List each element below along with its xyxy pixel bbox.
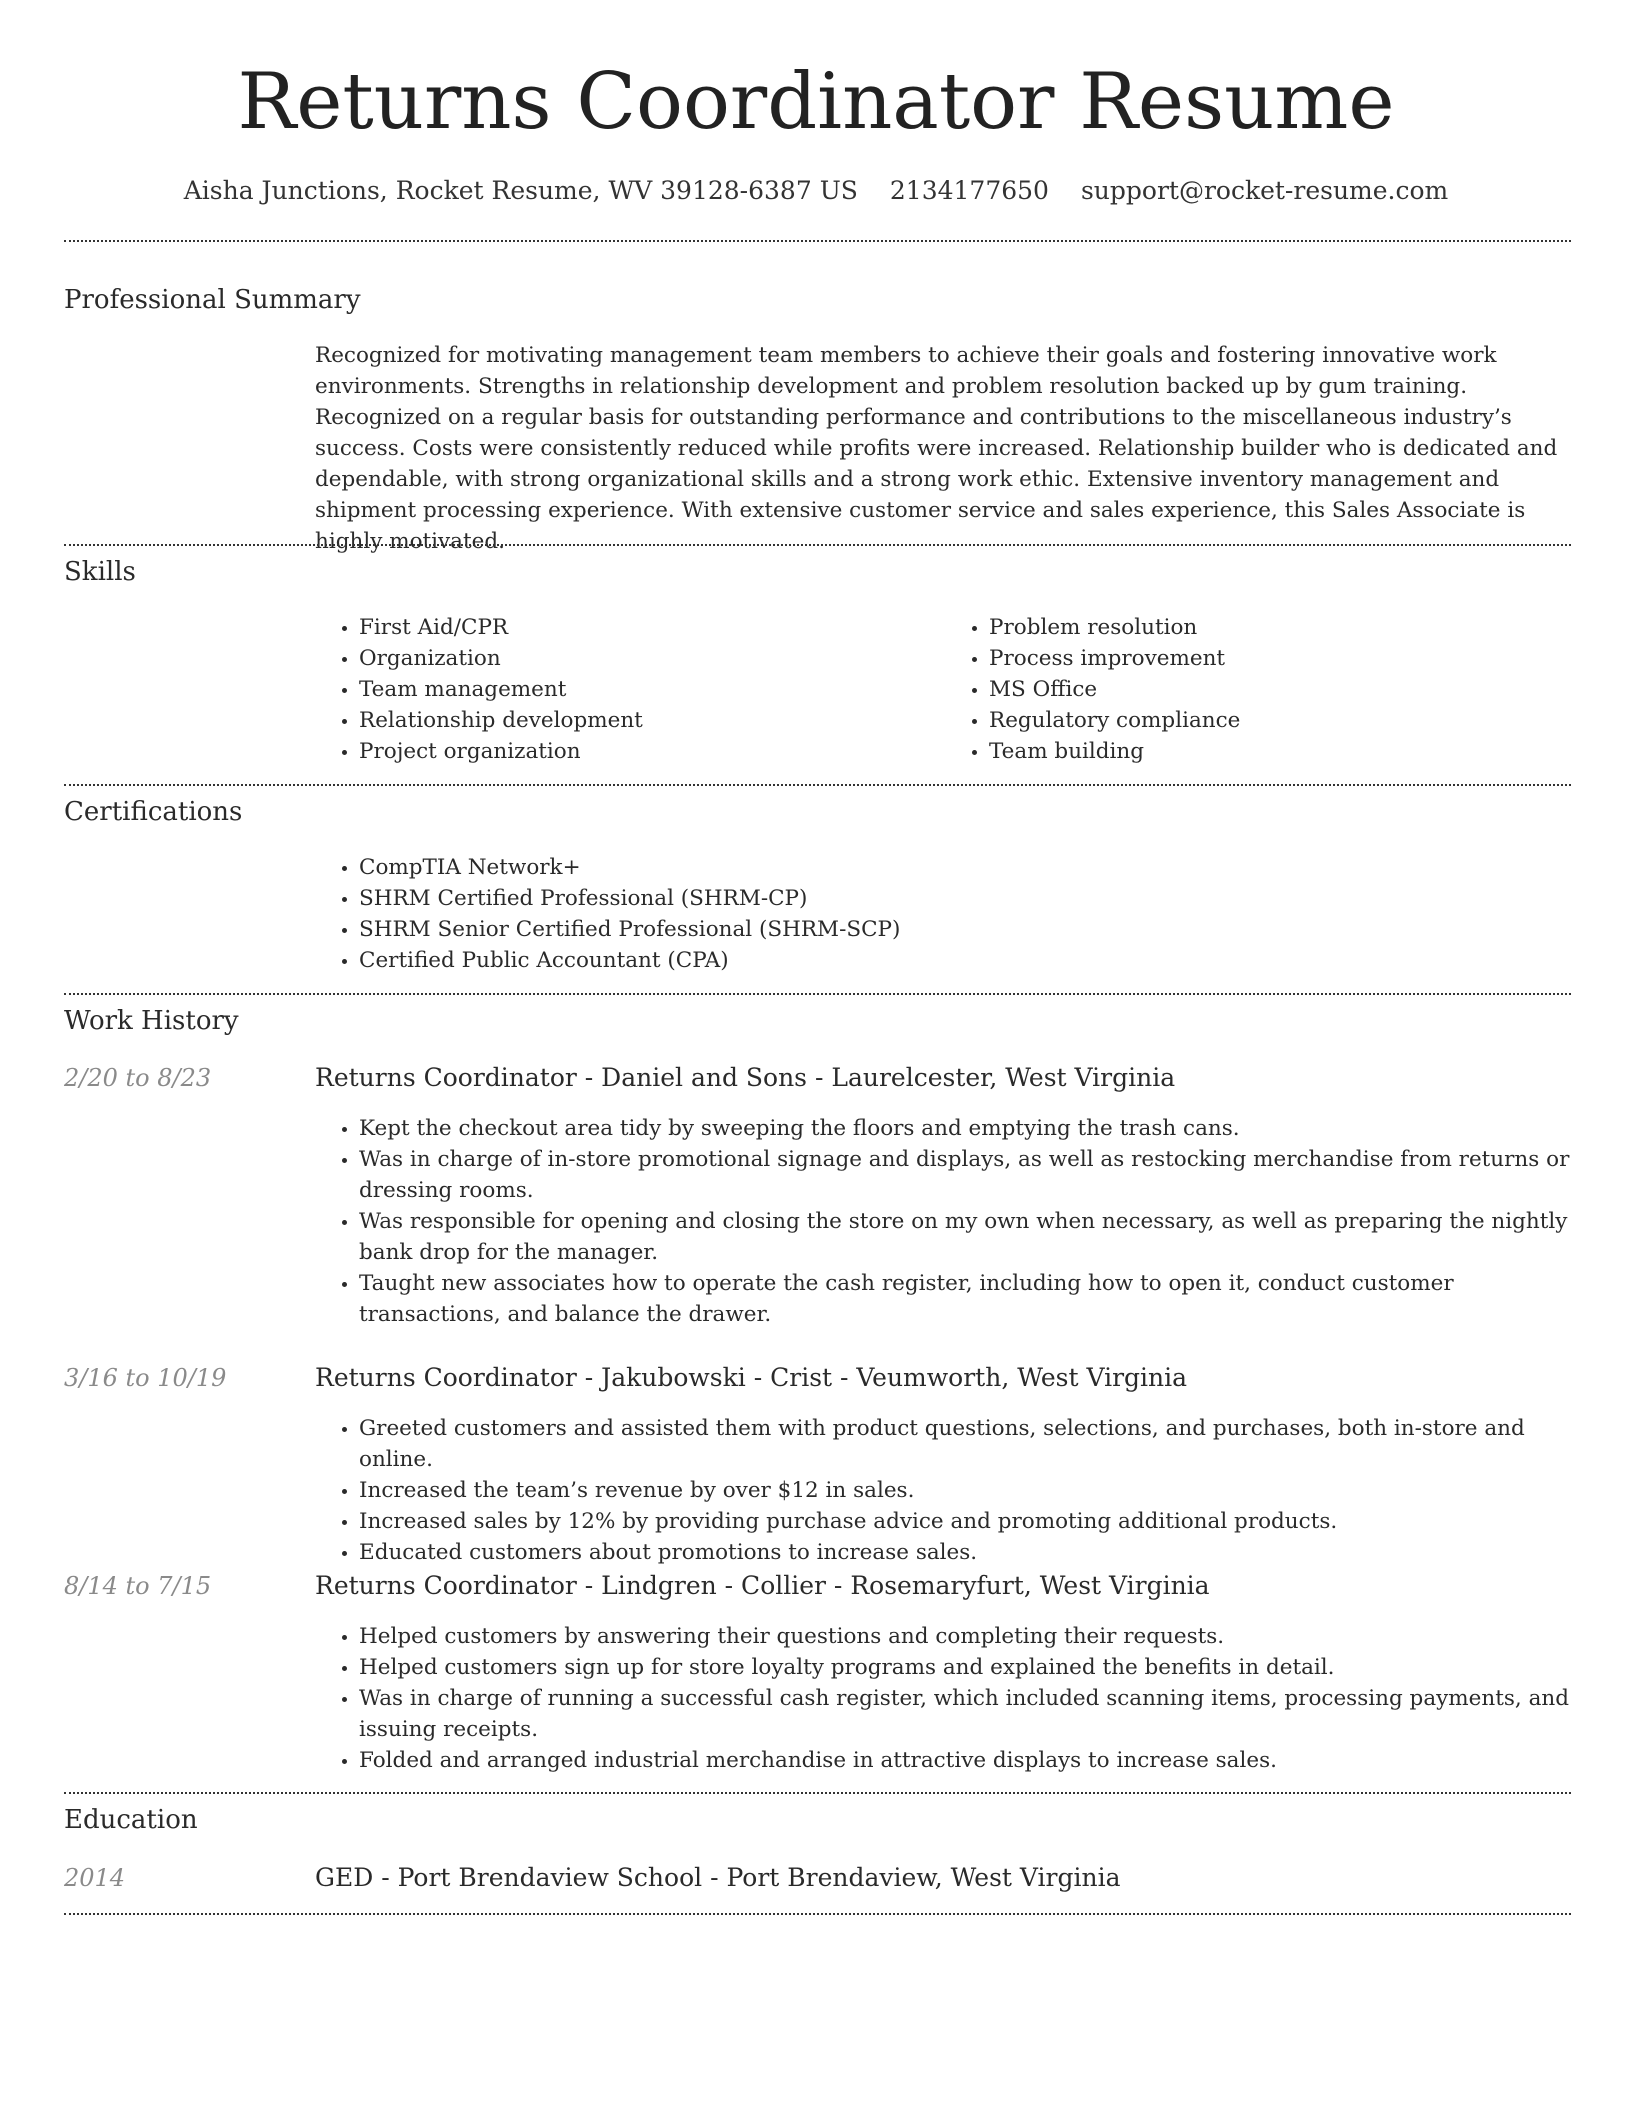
- section-divider: [64, 1792, 1571, 1794]
- job-bullets: [315, 1113, 1575, 1330]
- contact-line: [0, 170, 1632, 210]
- job-title: Returns Coordinator - Jakubowski - Crist - Veumworth, West Virginia: [315, 1363, 1188, 1392]
- job-dates: 3/16 to 10/19: [64, 1364, 227, 1392]
- job-dates: 2/20 to 8/23: [64, 1064, 212, 1092]
- skill-item: • Team management: [359, 674, 945, 705]
- section-divider: [64, 240, 1571, 242]
- section-divider: [64, 784, 1571, 786]
- skill-item: • First Aid/CPR: [359, 612, 945, 643]
- job-bullet: • Helped customers by answering their questions and completing their requests.: [359, 1621, 1575, 1652]
- skill-item: • MS Office: [989, 674, 1575, 705]
- section-divider: [64, 544, 1571, 546]
- job-bullet: • Greeted customers and assisted them with product questions, selections, and purchases, both in-store and online.: [359, 1413, 1575, 1475]
- education-year: 2014: [64, 1864, 126, 1892]
- job-bullet: • Folded and arranged industrial merchandise in attractive displays to increase sales.: [359, 1745, 1575, 1776]
- contact-address: Aisha Junctions, Rocket Resume, WV 39128-6387 US: [183, 175, 858, 205]
- job-bullet: • Educated customers about promotions to increase sales.: [359, 1537, 1575, 1568]
- job-bullet: • Helped customers sign up for store loyalty programs and explained the benefits in detail.: [359, 1652, 1575, 1683]
- job-bullet: • Was in charge of running a successful cash register, which included scanning items, processing payments, and issuing receipts.: [359, 1683, 1575, 1745]
- job-bullet: • Taught new associates how to operate the cash register, including how to open it, conduct customer transactions, and balance the drawer.: [359, 1268, 1575, 1330]
- skills-column-right: [945, 612, 1575, 767]
- job-details: [315, 1413, 1575, 1568]
- certification-item: • SHRM Senior Certified Professional (SHRM-SCP): [359, 914, 1575, 945]
- skill-item: • Team building: [989, 736, 1575, 767]
- education-title: GED - Port Brendaview School - Port Brendaview, West Virginia: [315, 1863, 1121, 1892]
- contact-phone: 2134177650: [889, 175, 1049, 205]
- job-title: Returns Coordinator - Lindgren - Collier - Rosemaryfurt, West Virginia: [315, 1571, 1210, 1600]
- resume-title: Returns Coordinator Resume: [237, 57, 1395, 147]
- job-dates: 8/14 to 7/15: [64, 1572, 212, 1600]
- work-history-heading: Work History: [64, 1006, 239, 1036]
- skill-item: • Process improvement: [989, 643, 1575, 674]
- job-details: [315, 1113, 1575, 1330]
- skills-column-left: [315, 612, 945, 767]
- certifications-heading: Certifications: [64, 797, 243, 827]
- section-divider: [64, 993, 1571, 995]
- skills-list: [315, 612, 1575, 767]
- education-heading: Education: [64, 1805, 198, 1835]
- job-bullet: • Was in charge of in-store promotional signage and displays, as well as restocking merchandise from returns or dressing rooms.: [359, 1144, 1575, 1206]
- certifications-section: [315, 852, 1575, 976]
- job-details: [315, 1621, 1575, 1776]
- skill-item: • Project organization: [359, 736, 945, 767]
- contact-email: support@rocket-resume.com: [1080, 175, 1449, 205]
- summary-heading: Professional Summary: [64, 285, 361, 315]
- certification-item: • Certified Public Accountant (CPA): [359, 945, 1575, 976]
- certifications-list: [315, 852, 1575, 976]
- section-divider: [64, 1913, 1571, 1915]
- summary-text: Recognized for motivating management team members to achieve their goals and fostering innovative work environments. Strengths in relationship development and problem resolution backed up by gum training. Recognized on a regular basis for outstanding performance and contributions to the miscellaneous industry’s success. Costs were consistently reduced while profits were increased. Relationship builder who is dedicated and dependable, with strong organizational skills and a strong work ethic. Extensive inventory management and shipment processing experience. With extensive customer service and sales experience, this Sales Associate is highly motivated.: [315, 343, 1558, 554]
- skill-item: • Problem resolution: [989, 612, 1575, 643]
- job-bullet: • Increased the team’s revenue by over $12 in sales.: [359, 1475, 1575, 1506]
- job-bullets: [315, 1413, 1575, 1568]
- skill-item: • Organization: [359, 643, 945, 674]
- job-title: Returns Coordinator - Daniel and Sons - Laurelcester, West Virginia: [315, 1063, 1176, 1092]
- job-bullet: • Was responsible for opening and closing the store on my own when necessary, as well as preparing the nightly bank drop for the manager.: [359, 1206, 1575, 1268]
- skill-item: • Regulatory compliance: [989, 705, 1575, 736]
- skills-heading: Skills: [64, 557, 136, 587]
- skill-item: • Relationship development: [359, 705, 945, 736]
- certification-item: • CompTIA Network+: [359, 852, 1575, 883]
- job-bullet: • Increased sales by 12% by providing purchase advice and promoting additional products.: [359, 1506, 1575, 1537]
- summary-section: [315, 340, 1575, 557]
- job-bullets: [315, 1621, 1575, 1776]
- certification-item: • SHRM Certified Professional (SHRM-CP): [359, 883, 1575, 914]
- job-bullet: • Kept the checkout area tidy by sweeping the floors and emptying the trash cans.: [359, 1113, 1575, 1144]
